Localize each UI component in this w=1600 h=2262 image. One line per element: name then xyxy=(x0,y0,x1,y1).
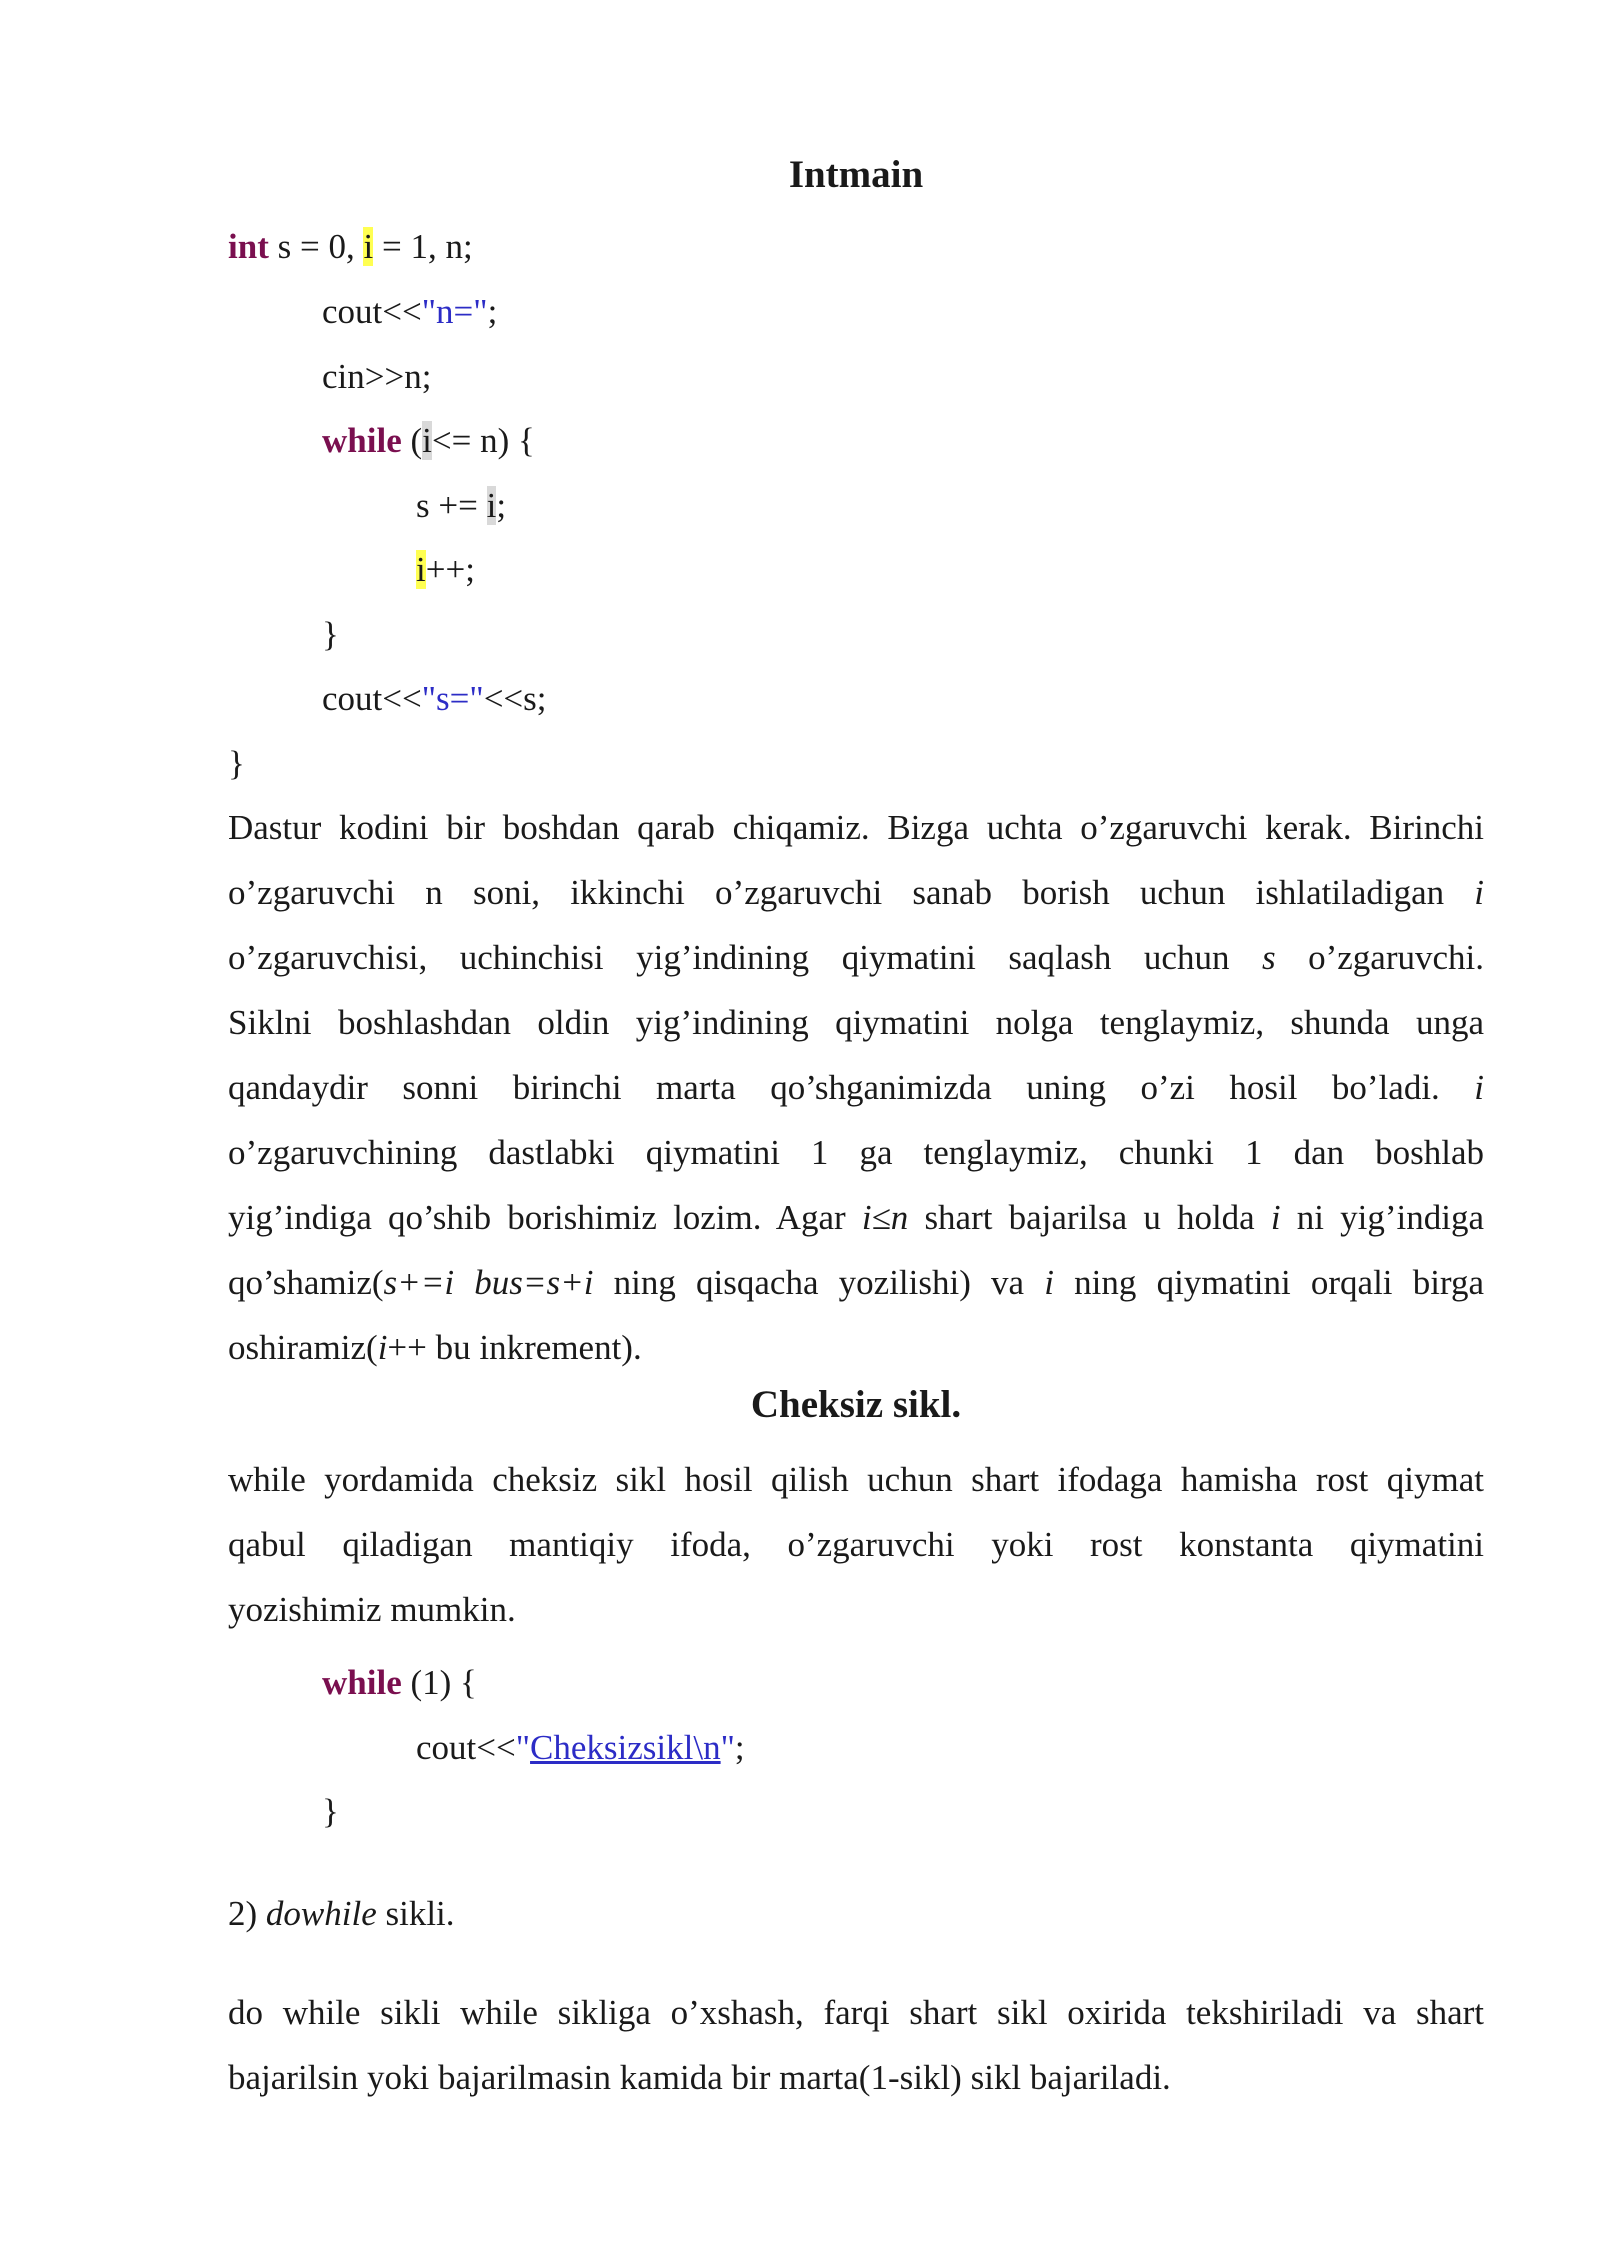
text: o’zgaruvchi. xyxy=(1308,938,1484,977)
code-text: <<s; xyxy=(483,679,547,718)
italic-var: s xyxy=(1261,938,1276,977)
para-line: Siklni boshlashdan oldin yig’indining qiymatini nolga tenglaymiz, shunda unga xyxy=(228,1003,1484,1042)
para-line: do while sikli while sikliga o’xshash, farqi shart sikl oxirida tekshiriladi va shart xyxy=(228,1993,1484,2032)
string-literal: "s=" xyxy=(421,679,484,718)
string-quote: " xyxy=(515,1728,531,1767)
code-text: ; xyxy=(487,292,498,331)
heading-intmain: Intmain xyxy=(788,153,924,196)
para-line: qabul qiladigan mantiqiy ifoda, o’zgaruvchi yoki rost konstanta qiymatini xyxy=(228,1525,1484,1564)
para-line xyxy=(228,925,1484,990)
code-text: ++; xyxy=(425,550,475,589)
highlight-i: i xyxy=(422,421,432,460)
string-link[interactable]: Cheksizsikl\n xyxy=(530,1728,721,1767)
italic-var: i xyxy=(1044,1263,1054,1302)
code-line-9: } xyxy=(228,744,245,783)
code-text: = 1, n; xyxy=(373,227,473,266)
italic-condition: i≤n xyxy=(861,1198,909,1237)
text: o’zgaruvchi n soni, ikkinchi o’zgaruvchi sanab borish uchun ishlatiladigan xyxy=(228,873,1445,912)
code-line-2 xyxy=(322,291,497,333)
para-line xyxy=(228,1250,1484,1315)
code2-line-1 xyxy=(322,1662,477,1704)
code-text: cout<< xyxy=(322,679,422,718)
code-text: <= n) { xyxy=(431,421,535,460)
section-name: dowhile xyxy=(265,1894,377,1933)
paragraph-infinite-loop xyxy=(228,1447,1484,1642)
code-text: ( xyxy=(401,421,423,460)
keyword-int: int xyxy=(228,227,269,266)
para-line xyxy=(228,1315,1484,1380)
italic-var: i xyxy=(377,1328,388,1367)
code-text: ; xyxy=(734,1728,745,1767)
text: ++ bu inkrement). xyxy=(387,1328,642,1367)
text: ning qiymatini orqali birga xyxy=(1054,1263,1484,1302)
code-line-4 xyxy=(322,420,535,462)
code-line-8 xyxy=(322,678,547,720)
code-text: cout<< xyxy=(322,292,422,331)
code-line-5 xyxy=(416,485,506,527)
string-literal: "n=" xyxy=(421,292,488,331)
code-text: cout<< xyxy=(416,1728,516,1767)
paragraph-explanation xyxy=(228,795,1484,1380)
para-line: while yordamida cheksiz sikl hosil qilish uchun shart ifodaga hamisha rost qiymat xyxy=(228,1460,1484,1499)
code-text: (1) { xyxy=(401,1663,477,1702)
section-dowhile-title xyxy=(228,1894,455,1934)
para-line: o’zgaruvchining dastlabki qiymatini 1 ga tenglaymiz, chunki 1 dan boshlab xyxy=(228,1133,1484,1172)
text: qo’shamiz( xyxy=(228,1263,384,1302)
section-rest: sikli. xyxy=(376,1894,455,1933)
code-line-1 xyxy=(228,226,473,268)
keyword-while: while xyxy=(322,1663,402,1702)
code-text: ; xyxy=(496,486,507,525)
heading-cheksiz-sikl: Cheksiz sikl. xyxy=(750,1383,962,1426)
code-line-6 xyxy=(416,549,475,591)
string-quote: " xyxy=(720,1728,735,1767)
code-line-3: cin>>n; xyxy=(322,357,432,396)
text: qandaydir sonni birinchi marta qo’shganimizda uning o’zi hosil bo’ladi. xyxy=(228,1068,1440,1107)
text: oshiramiz( xyxy=(228,1328,378,1367)
code2-line-3: } xyxy=(322,1792,339,1831)
para-line: Dastur kodini bir boshdan qarab chiqamiz. Bizga uchta o’zgaruvchi kerak. Birinchi xyxy=(228,808,1484,847)
code2-line-2 xyxy=(416,1727,745,1769)
text: shart bajarilsa u holda xyxy=(908,1198,1271,1237)
text: o’zgaruvchisi, uchinchisi yig’indining qiymatini saqlash uchun xyxy=(228,938,1230,977)
italic-var: i xyxy=(1474,873,1484,912)
para-line xyxy=(228,1185,1484,1250)
highlight-i: i xyxy=(416,550,426,589)
para-line xyxy=(228,1055,1484,1120)
paragraph-dowhile xyxy=(228,1980,1484,2110)
code-text: s = 0, xyxy=(268,227,364,266)
text: ning qisqacha yozilishi) va xyxy=(593,1263,1045,1302)
italic-expression: s+=i bus=s+i xyxy=(383,1263,594,1302)
keyword-while: while xyxy=(322,421,402,460)
italic-var: i xyxy=(1474,1068,1484,1107)
code-text: s += xyxy=(416,486,487,525)
highlight-i: i xyxy=(486,486,497,525)
text: ni yig’indiga xyxy=(1280,1198,1484,1237)
italic-var: i xyxy=(1270,1198,1281,1237)
code-line-7: } xyxy=(322,615,339,654)
para-line: bajarilsin yoki bajarilmasin kamida bir marta(1-sikl) sikl bajariladi. xyxy=(228,2058,1171,2097)
section-number: 2) xyxy=(228,1894,266,1933)
para-line xyxy=(228,860,1484,925)
highlight-i: i xyxy=(363,227,374,266)
para-line: yozishimiz mumkin. xyxy=(228,1590,516,1629)
text: yig’indiga qo’shib borishimiz lozim. Agar xyxy=(228,1198,862,1237)
